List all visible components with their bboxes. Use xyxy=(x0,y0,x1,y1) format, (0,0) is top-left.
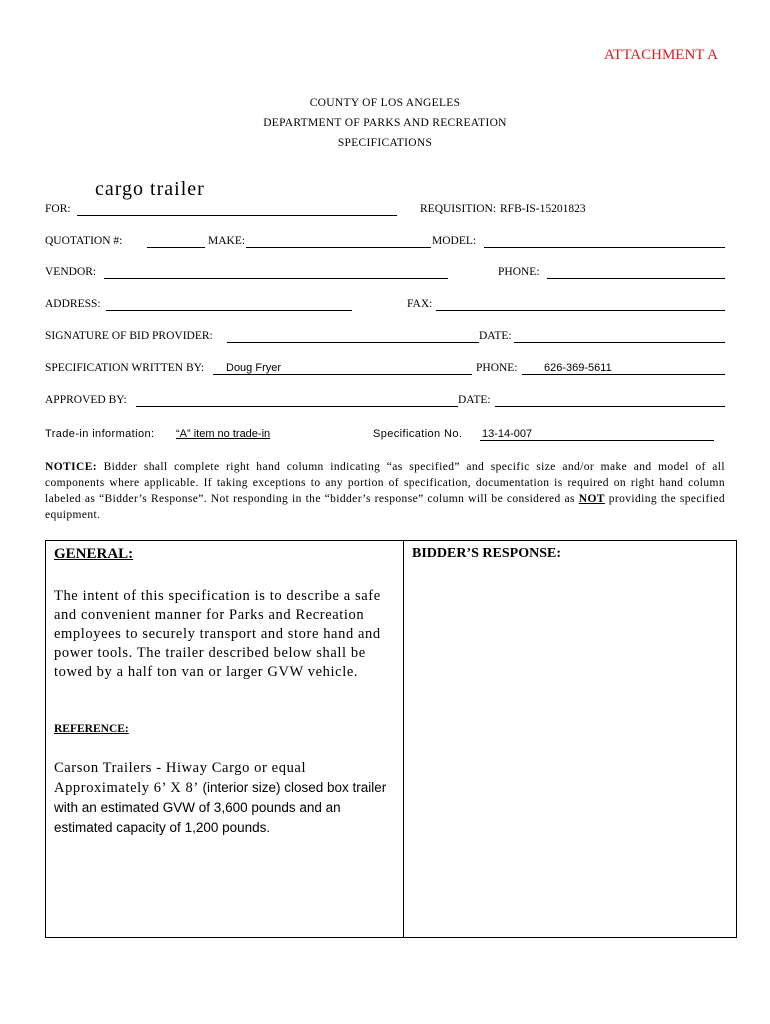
spec-written-label: SPECIFICATION WRITTEN BY: xyxy=(45,362,205,374)
spec-phone-label: PHONE: xyxy=(476,362,518,374)
vendor-field[interactable] xyxy=(104,278,448,279)
attachment-label: ATTACHMENT A xyxy=(604,47,718,63)
vendor-label: VENDOR: xyxy=(45,266,97,278)
specifications-heading: SPECIFICATIONS xyxy=(337,137,433,149)
spec-written-value: Doug Fryer xyxy=(226,362,282,374)
bidders-response-heading: BIDDER’S RESPONSE: xyxy=(412,546,561,561)
approved-date-label: DATE: xyxy=(458,394,491,406)
signature-date-field[interactable] xyxy=(514,342,725,343)
spec-phone-field[interactable] xyxy=(522,374,725,375)
specification-table xyxy=(45,540,737,938)
signature-date-label: DATE: xyxy=(479,330,512,342)
approved-label: APPROVED BY: xyxy=(45,394,127,406)
signature-field[interactable] xyxy=(227,342,479,343)
fax-field[interactable] xyxy=(436,310,725,311)
reference-heading: REFERENCE: xyxy=(54,723,129,735)
tradein-value: “A” item no trade-in xyxy=(176,428,271,440)
notice-paragraph xyxy=(45,459,725,523)
general-heading: GENERAL: xyxy=(54,546,134,562)
model-label: MODEL: xyxy=(432,235,477,247)
reference-line-2: Approximately 6’ X 8’ xyxy=(54,780,199,796)
quotation-field[interactable] xyxy=(147,247,205,248)
approved-date-field[interactable] xyxy=(495,406,725,407)
fax-label: FAX: xyxy=(407,298,433,310)
spec-phone-value: 626-369-5611 xyxy=(544,362,612,374)
bidders-response-area[interactable] xyxy=(412,571,727,926)
notice-text: Bidder shall complete right hand column indicating “as specified” and specific size and/or make and model of all components where applicable. If taking exceptions to any portion of specification, documentation is required on right hand column labeled as “Bidder’s Response”. Not responding in the “bidder’s response” column will be considered as xyxy=(45,461,725,505)
tradein-label: Trade-in information: xyxy=(45,428,155,440)
address-label: ADDRESS: xyxy=(45,298,101,310)
reference-line-1: Carson Trailers - Hiway Cargo or equal xyxy=(54,760,307,776)
for-label: FOR: xyxy=(45,203,71,215)
address-field[interactable] xyxy=(106,310,352,311)
quotation-label: QUOTATION #: xyxy=(45,235,123,247)
spec-no-label: Specification No. xyxy=(373,428,463,440)
general-description: The intent of this specification is to describe a safe and convenient manner for Parks and Recreation employees to securely transport and store hand and power tools. The trailer described below shall be towed by a half ton van or larger GVW vehicle. xyxy=(54,588,381,680)
requisition-label: REQUISITION: xyxy=(420,203,497,215)
signature-label: SIGNATURE OF BID PROVIDER: xyxy=(45,330,213,342)
phone-label: PHONE: xyxy=(498,266,540,278)
make-field[interactable] xyxy=(246,247,431,248)
approved-field[interactable] xyxy=(136,406,458,407)
spec-written-field[interactable] xyxy=(213,374,472,375)
for-field[interactable] xyxy=(77,215,397,216)
spec-no-value: 13-14-007 xyxy=(482,428,533,440)
notice-text-end: providing the specified equipment. xyxy=(45,493,726,521)
spec-no-field xyxy=(480,440,714,441)
notice-not: NOT xyxy=(578,493,605,505)
make-label: MAKE: xyxy=(208,235,246,247)
reference-description xyxy=(54,759,399,838)
notice-label: NOTICE: xyxy=(45,461,98,473)
reference-line-3: (interior size) closed box trailer with an estimated GVW of 3,600 pounds and an estimated capacity of 1,200 pounds. xyxy=(54,780,387,835)
department-heading: DEPARTMENT OF PARKS AND RECREATION xyxy=(263,117,507,129)
model-field[interactable] xyxy=(484,247,725,248)
column-divider xyxy=(403,541,404,937)
requisition-value: RFB-IS-15201823 xyxy=(500,203,586,215)
phone-field[interactable] xyxy=(547,278,725,279)
item-title: cargo trailer xyxy=(95,178,205,200)
county-heading: COUNTY OF LOS ANGELES xyxy=(309,97,461,109)
